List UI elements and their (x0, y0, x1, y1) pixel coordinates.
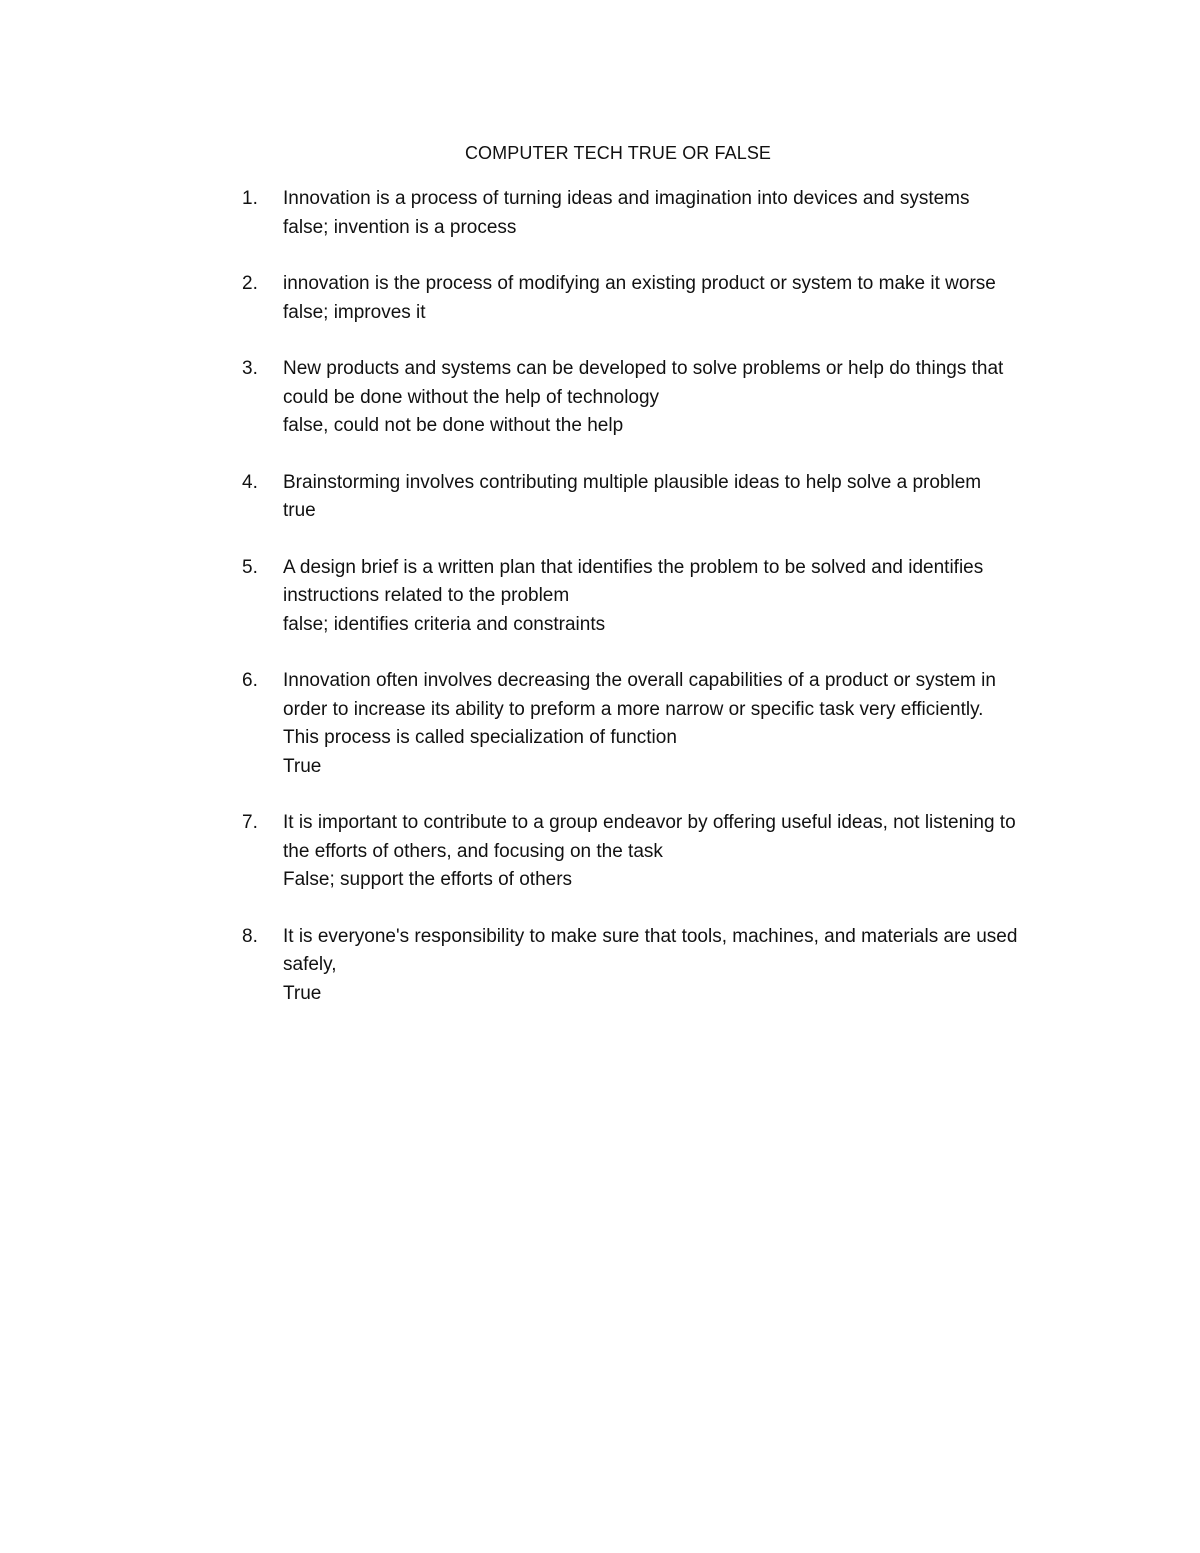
document-title: COMPUTER TECH TRUE OR FALSE (464, 143, 772, 163)
question-text: order to increase its ability to preform a more narrow or specific task very efficiently. (283, 698, 984, 720)
question-item-5 (240, 554, 1070, 640)
question-text: instructions related to the problem (283, 585, 570, 606)
question-body (283, 355, 1070, 441)
question-text: could be done without the help of technology (283, 386, 660, 408)
answer-text: false; identifies criteria and constraints (283, 613, 606, 635)
question-text: the efforts of others, and focusing on the task (283, 840, 663, 862)
question-text: A design brief is a written plan that identifies the problem to be solved and identifies (283, 556, 984, 578)
question-item-7 (240, 809, 1070, 895)
question-item-4 (240, 469, 1070, 526)
question-text: safely, (283, 954, 337, 975)
question-number: 2. (242, 273, 258, 294)
answer-text: False; support the efforts of others (283, 869, 573, 890)
question-text: New products and systems can be developed to solve problems or help do things that (283, 358, 1004, 379)
question-item-1 (240, 185, 1070, 242)
question-text: Innovation often involves decreasing the overall capabilities of a product or system in (283, 670, 996, 691)
question-text: This process is called specialization of function (283, 727, 677, 748)
question-body (283, 923, 1070, 1009)
answer-text: True (283, 982, 322, 1004)
question-text: Innovation is a process of turning ideas and imagination into devices and systems (283, 188, 970, 209)
question-item-3 (240, 355, 1070, 441)
question-number: 3. (242, 358, 258, 379)
question-number: 4. (242, 471, 258, 493)
question-item-6 (240, 667, 1070, 781)
question-text: It is everyone's responsibility to make sure that tools, machines, and materials are used (283, 925, 1018, 947)
question-body (283, 469, 1070, 526)
question-text: It is important to contribute to a group endeavor by offering useful ideas, not listening to (283, 812, 1016, 833)
question-item-2 (240, 270, 1070, 327)
question-item-8 (240, 923, 1070, 1009)
question-body (283, 809, 1070, 895)
answer-text: false; invention is a process (283, 216, 517, 238)
question-body (283, 270, 1070, 327)
question-number: 8. (242, 925, 258, 947)
answer-text: false, could not be done without the help (283, 415, 624, 436)
question-text: Brainstorming involves contributing multiple plausible ideas to help solve a problem (283, 471, 982, 493)
answer-text: True (283, 755, 322, 777)
question-number: 7. (242, 812, 258, 833)
answer-text: true (283, 500, 316, 521)
question-body (283, 667, 1070, 781)
question-number: 1. (242, 188, 258, 209)
question-number: 6. (242, 670, 258, 691)
answer-text: false; improves it (283, 301, 426, 323)
question-body (283, 554, 1070, 640)
question-text: innovation is the process of modifying an existing product or system to make it worse (283, 273, 996, 294)
question-list (240, 185, 1070, 1036)
question-number: 5. (242, 556, 258, 578)
question-body (283, 185, 1070, 242)
